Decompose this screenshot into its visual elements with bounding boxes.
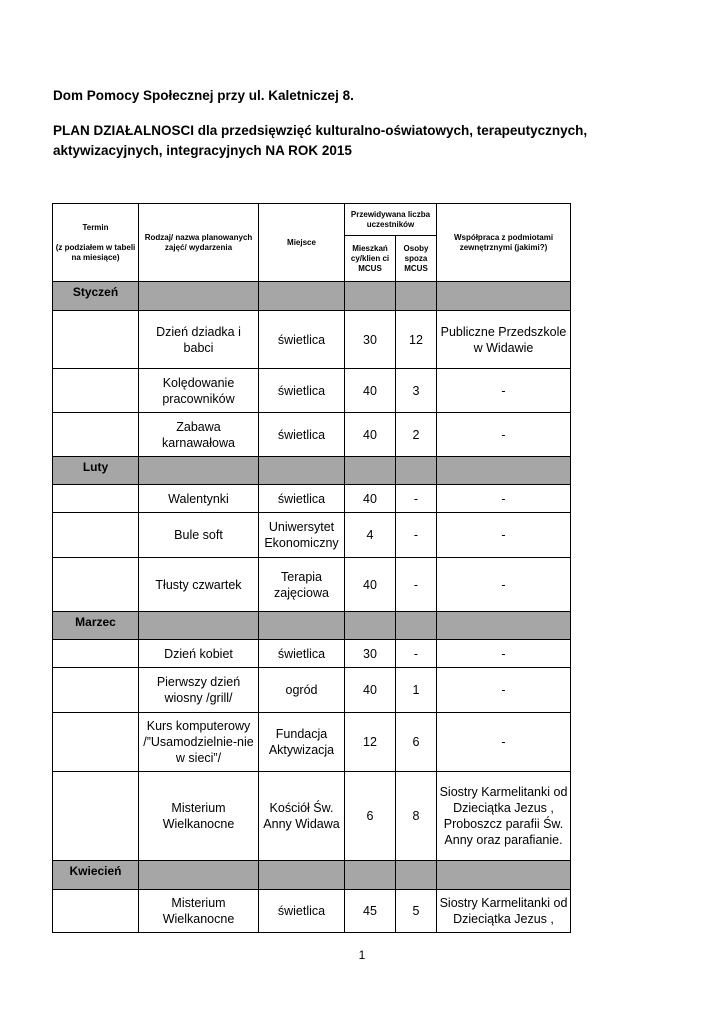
table-row <box>53 311 571 369</box>
cooperation: - <box>437 713 571 772</box>
month-name: Kwiecień <box>53 861 139 890</box>
plan-heading-line-1: PLAN DZIAŁALNOSCI dla przedsięwzięć kulturalno-oświatowych, terapeutycznych, <box>53 123 588 138</box>
month-row <box>53 861 571 890</box>
header-miejsce: Miejsce <box>259 204 345 282</box>
header-mieszkancy: Mieszkań cy/klien ci MCUS <box>345 236 396 282</box>
outside-count: - <box>396 513 437 558</box>
event-place: świetlica <box>259 485 345 513</box>
outside-count: - <box>396 485 437 513</box>
header-termin <box>53 204 139 282</box>
header-termin-label: Termin <box>82 222 109 232</box>
plan-heading-line-2: aktywizacyjnych, integracyjnych NA ROK 2015 <box>53 143 352 158</box>
header-termin-hint: (z podziałem w tabeli na miesiące) <box>55 242 136 262</box>
residents-count: 45 <box>345 890 396 933</box>
table-row <box>53 640 571 668</box>
event-name: Dzień dziadka i babci <box>139 311 259 369</box>
activity-plan-table <box>52 203 571 933</box>
header-osoby-spoza: Osoby spoza MCUS <box>396 236 437 282</box>
outside-count: 1 <box>396 668 437 713</box>
residents-count: 6 <box>345 772 396 861</box>
outside-count: 3 <box>396 369 437 413</box>
residents-count: 40 <box>345 668 396 713</box>
month-row <box>53 282 571 311</box>
event-name: Pierwszy dzień wiosny /grill/ <box>139 668 259 713</box>
event-name: Walentynki <box>139 485 259 513</box>
outside-count: 8 <box>396 772 437 861</box>
cooperation: - <box>437 668 571 713</box>
event-place: świetlica <box>259 369 345 413</box>
cooperation: - <box>437 369 571 413</box>
outside-count: - <box>396 640 437 668</box>
outside-count: - <box>396 558 437 612</box>
residents-count: 12 <box>345 713 396 772</box>
cooperation: Siostry Karmelitanki od Dzieciątka Jezus , <box>437 890 571 933</box>
outside-count: 6 <box>396 713 437 772</box>
table-row <box>53 485 571 513</box>
table-row <box>53 890 571 933</box>
outside-count: 12 <box>396 311 437 369</box>
event-name: Dzień kobiet <box>139 640 259 668</box>
event-name: Misterium Wielkanocne <box>139 772 259 861</box>
event-place: Uniwersytet Ekonomiczny <box>259 513 345 558</box>
outside-count: 5 <box>396 890 437 933</box>
event-name: Kurs komputerowy /”Usamodzielnie-nie w sieci”/ <box>139 713 259 772</box>
month-name: Luty <box>53 457 139 485</box>
event-place: świetlica <box>259 311 345 369</box>
page-number: 1 <box>358 948 366 962</box>
table-row <box>53 369 571 413</box>
cooperation: - <box>437 640 571 668</box>
cooperation: Publiczne Przedszkole w Widawie <box>437 311 571 369</box>
table-row <box>53 513 571 558</box>
header-wspolpraca: Współpraca z podmiotami zewnętrznymi (jakimi?) <box>437 204 571 282</box>
event-place: świetlica <box>259 640 345 668</box>
month-name: Styczeń <box>53 282 139 311</box>
table-row <box>53 558 571 612</box>
event-name: Bule soft <box>139 513 259 558</box>
residents-count: 40 <box>345 485 396 513</box>
residents-count: 4 <box>345 513 396 558</box>
document-title: Dom Pomocy Społecznej przy ul. Kaletniczej 8. <box>53 88 354 103</box>
plan-heading <box>53 121 587 161</box>
cooperation: - <box>437 558 571 612</box>
event-place: świetlica <box>259 413 345 457</box>
outside-count: 2 <box>396 413 437 457</box>
event-name: Kolędowanie pracowników <box>139 369 259 413</box>
table-row <box>53 413 571 457</box>
cooperation: - <box>437 513 571 558</box>
header-liczba-uczestnikow: Przewidywana liczba uczestników <box>345 204 437 236</box>
cooperation: - <box>437 413 571 457</box>
table-row <box>53 668 571 713</box>
residents-count: 30 <box>345 311 396 369</box>
event-place: Terapia zajęciowa <box>259 558 345 612</box>
event-place: Kościół Św. Anny Widawa <box>259 772 345 861</box>
residents-count: 40 <box>345 413 396 457</box>
month-name: Marzec <box>53 612 139 640</box>
table-row <box>53 713 571 772</box>
event-place: Fundacja Aktywizacja <box>259 713 345 772</box>
month-row <box>53 612 571 640</box>
header-rodzaj: Rodzaj/ nazwa planowanych zajęć/ wydarzenia <box>139 204 259 282</box>
cooperation: - <box>437 485 571 513</box>
event-name: Misterium Wielkanocne <box>139 890 259 933</box>
table-row <box>53 772 571 861</box>
event-place: świetlica <box>259 890 345 933</box>
month-row <box>53 457 571 485</box>
event-name: Zabawa karnawałowa <box>139 413 259 457</box>
residents-count: 30 <box>345 640 396 668</box>
cooperation: Siostry Karmelitanki od Dzieciątka Jezus , Proboszcz parafii Św. Anny oraz parafianie. <box>437 772 571 861</box>
event-name: Tłusty czwartek <box>139 558 259 612</box>
event-place: ogród <box>259 668 345 713</box>
residents-count: 40 <box>345 558 396 612</box>
residents-count: 40 <box>345 369 396 413</box>
